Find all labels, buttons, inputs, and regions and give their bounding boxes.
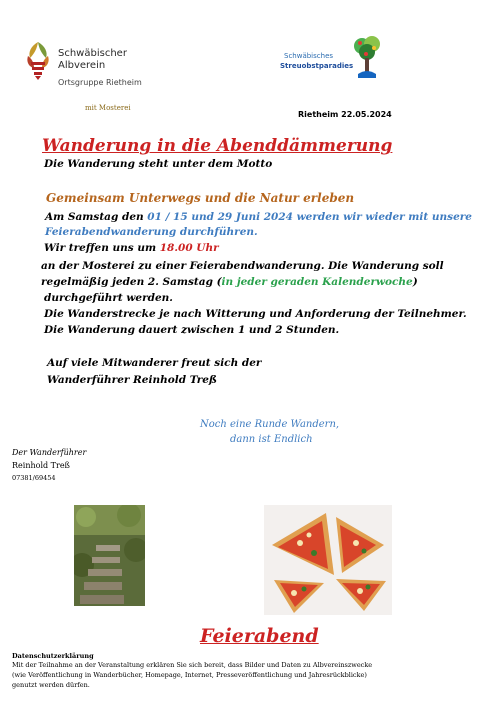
signoff-line-1: Auf viele Mitwanderer freut sich der [47,357,262,369]
body-line-2: Feierabendwanderung durchführen. [45,226,258,238]
privacy-line: (wie Veröffentlichung in Wanderbücher, Homepage, Internet, Presseveröffentlichung und Jahresrückblicke) [12,671,367,679]
motto-intro: Die Wanderung steht unter dem Motto [44,158,273,170]
body-line-8: Die Wanderung dauert zwischen 1 und 2 Stunden. [44,324,340,336]
fruit-tree-icon [352,34,382,78]
signoff-line-2: Wanderführer Reinhold Treß [47,374,217,386]
body-line-1: Am Samstag den 01 / 15 und 29 Juni 2024 werden wir wieder mit unsere [45,211,472,223]
quote-line-1: Noch eine Runde Wandern, [200,419,340,430]
quote-line-2: dann ist Endlich [230,434,313,445]
streuobst-line1: Schwäbisches [284,52,334,60]
albverein-logo [22,34,140,100]
date-line: Rietheim 22.05.2024 [298,110,392,119]
streuobst-line2: Streuobstparadies [280,62,354,70]
privacy-line: Mit der Teilnahme an der Veranstaltung erklären Sie sich bereit, dass Bilder und Daten zu Albvereinszwecke [12,661,373,669]
body-line-7: Die Wanderstrecke je nach Witterung und Anforderung der Teilnehmer. [44,308,467,320]
leader-role: Der Wanderführer [12,448,87,457]
body-line-5: regelmäßig jeden 2. Samstag (in jeder geraden Kalenderwoche) [41,276,418,288]
leader-phone: 07381/69454 [12,474,56,482]
pizza-photo [264,505,392,615]
mosterei-tag: mit Mosterei [85,104,131,112]
streuobstparadies-logo [272,28,382,78]
page-title: Wanderung in die Abenddämmerung [42,136,393,156]
footer-title: Feierabend [200,625,319,647]
privacy-heading: Datenschutzerklärung [12,652,94,660]
body-line-4: an der Mosterei zu einer Feierabendwanderung. Die Wanderung soll [41,260,444,272]
leaf-emblem-icon [25,40,51,80]
forest-steps-photo [74,505,145,606]
motto: Gemeinsam Unterwegs und die Natur erleben [46,191,355,205]
body-line-6: durchgeführt werden. [44,292,173,304]
body-line-3: Wir treffen uns um 18.00 Uhr [44,242,219,254]
leader-name: Reinhold Treß [12,461,70,470]
privacy-line: genutzt werden dürfen. [12,681,90,689]
ortsgruppe-label: Ortsgruppe Rietheim [58,78,142,87]
albverein-name: Schwäbischer Albverein [58,48,127,71]
